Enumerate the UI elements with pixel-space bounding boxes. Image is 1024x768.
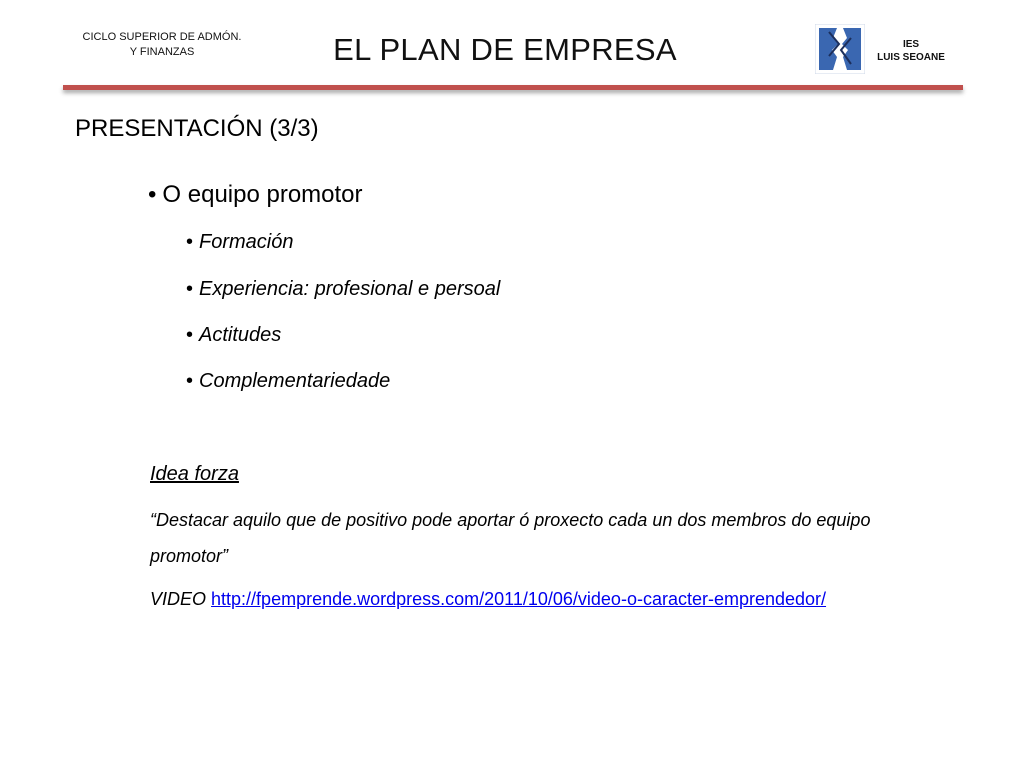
school-logo-icon <box>815 24 865 74</box>
section-title: PRESENTACIÓN (3/3) <box>75 115 319 142</box>
sub-bullet-text: Experiencia: profesional e persoal <box>199 278 501 300</box>
sub-bullet <box>186 322 281 348</box>
bullet-dot-icon: • <box>186 324 194 346</box>
school-line-2: LUIS SEOANE <box>877 52 945 63</box>
sub-bullet <box>186 368 390 394</box>
header-divider <box>63 85 963 90</box>
video-line <box>150 587 826 611</box>
sub-bullet-text: Complementariedade <box>199 370 391 392</box>
main-bullet-text: O equipo promotor <box>162 181 363 208</box>
bullet-dot-icon: • <box>148 181 157 208</box>
video-link[interactable]: http://fpemprende.wordpress.com/2011/10/06/video-o-caracter-emprendedor/ <box>211 589 827 609</box>
course-name <box>62 30 262 60</box>
bullet-dot-icon: • <box>186 278 194 300</box>
sub-bullet-text: Formación <box>199 231 294 253</box>
course-line-1: CICLO SUPERIOR DE ADMÓN. <box>82 31 242 43</box>
main-bullet <box>148 180 363 210</box>
video-label: VIDEO <box>150 589 207 609</box>
course-line-2: Y FINANZAS <box>129 46 195 58</box>
sub-bullet <box>186 229 294 255</box>
sub-bullet-text: Actitudes <box>199 324 282 346</box>
school-line-1: IES <box>902 39 920 50</box>
school-name <box>864 38 958 64</box>
sub-bullet <box>186 276 500 302</box>
quote-text: “Destacar aquilo que de positivo pode aportar ó proxecto cada un dos membros do equipo promotor” <box>150 510 871 566</box>
idea-heading: Idea forza <box>150 463 239 485</box>
bullet-dot-icon: • <box>186 370 194 392</box>
page-title: EL PLAN DE EMPRESA <box>333 32 677 67</box>
bullet-dot-icon: • <box>186 231 194 253</box>
